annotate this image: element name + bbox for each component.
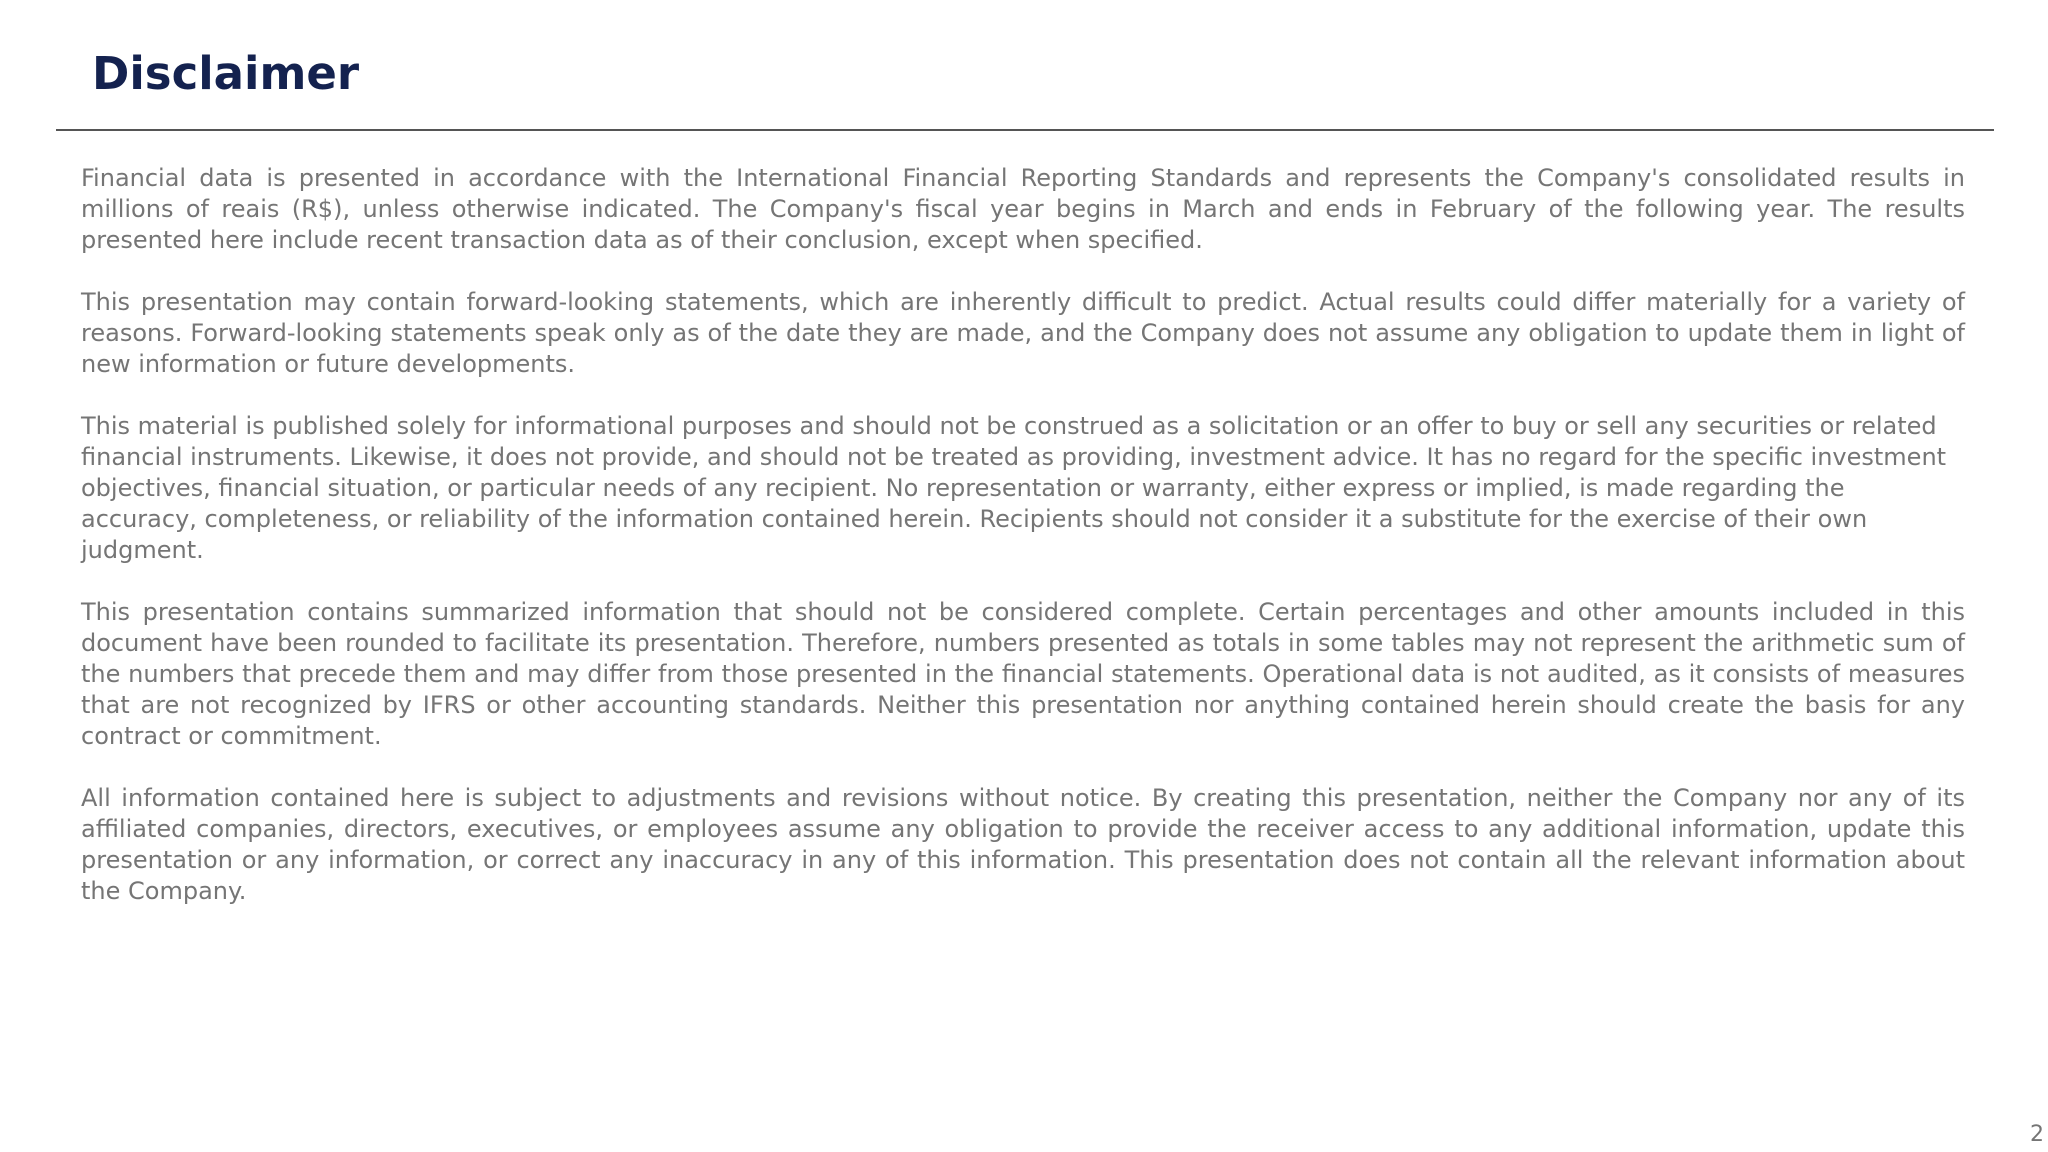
disclaimer-paragraph-financial-data: Financial data is presented in accordance with the International Financial Reporting Standards and represents the Company's consolidated results in millions of reais (R$), unless otherwise indicated. The Company's fiscal year begins in March and ends in February of the following year. The results presented here include recent transaction data as of their conclusion, except when specified.	[81, 164, 1965, 254]
disclaimer-paragraph-summarized-information: This presentation contains summarized information that should not be considered complete. Certain percentages and other amounts included in this document have been rounded to facilitate its presentation. Therefore, numbers presented as totals in some tables may not represent the arithmetic sum of the numbers that precede them and may differ from those presented in the financial statements. Operational data is not audited, as it consists of measures that are not recognized by IFRS or other accounting standards. Neither this presentation nor anything contained herein should create the basis for any contract or commitment.	[81, 598, 1965, 750]
disclaimer-paragraph-adjustments: All information contained here is subject to adjustments and revisions without notice. By creating this presentation, neither the Company nor any of its affiliated companies, directors, executives, or employees assume any obligation to provide the receiver access to any additional information, update this presentation or any information, or correct any inaccuracy in any of this information. This presentation does not contain all the relevant information about the Company.	[81, 784, 1965, 905]
page-title: Disclaimer	[92, 47, 360, 100]
title-divider	[56, 129, 1994, 131]
disclaimer-paragraph-forward-looking: This presentation may contain forward-looking statements, which are inherently difficult to predict. Actual results could differ materially for a variety of reasons. Forward-looking statements speak only as of the date they are made, and the Company does not assume any obligation to update them in light of new information or future developments.	[81, 288, 1965, 378]
disclaimer-paragraph-informational-purposes: This material is published solely for informational purposes and should not be construed as a solicitation or an offer to buy or sell any securities or related financial instruments. Likewise, it does not provide, and should not be treated as providing, investment advice. It has no regard for the specific investment objectives, financial situation, or particular needs of any recipient. No representation or warranty, either express or implied, is made regarding the accuracy, completeness, or reliability of the information contained herein. Recipients should not consider it a substitute for the exercise of their own judgment.	[81, 412, 1947, 564]
disclaimer-body	[81, 163, 1965, 938]
page-number: 2	[2030, 1122, 2044, 1147]
